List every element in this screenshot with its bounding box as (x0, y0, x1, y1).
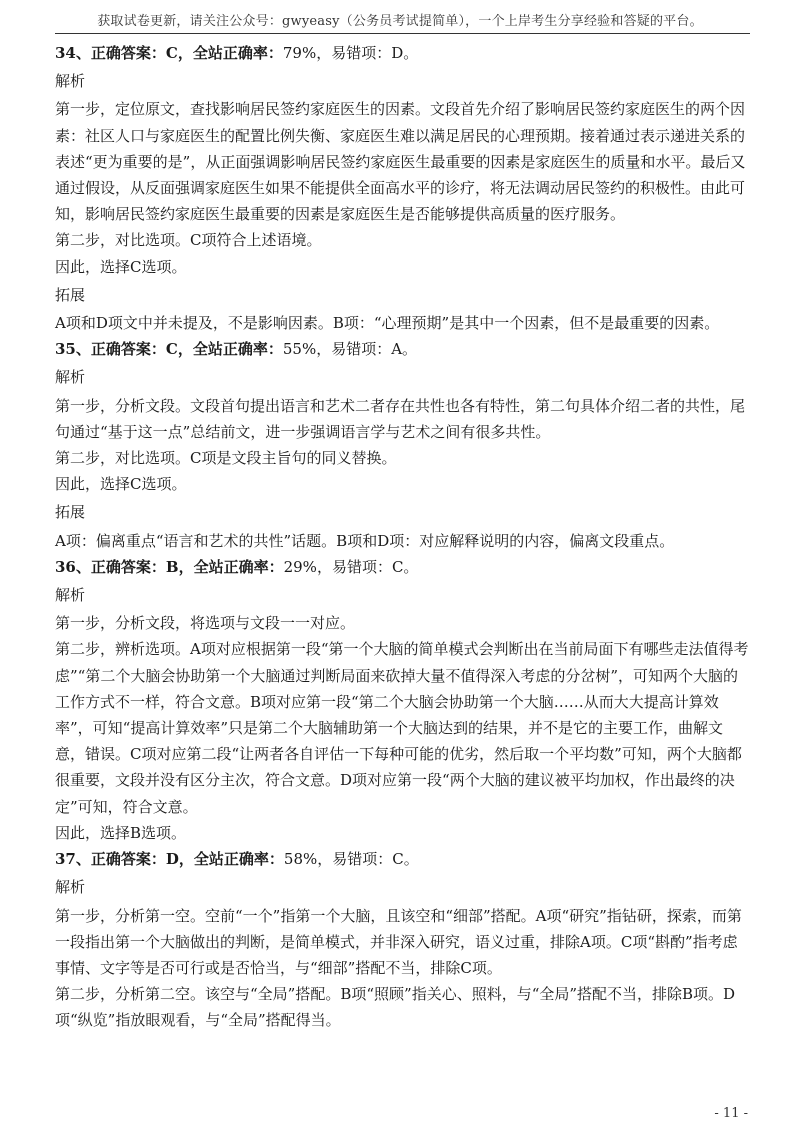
page-number: - 11 - (714, 1106, 748, 1121)
question-header (55, 846, 752, 872)
analysis-label: 解析 (55, 878, 86, 897)
analysis-paragraph: 因此，选择C选项。 (55, 257, 187, 276)
analysis-paragraph: 第一步，分析文段，将选项与文段一一对应。 (55, 614, 356, 633)
analysis-paragraph: 第二步，辨析选项。A项对应根据第一段“第一个大脑的简单模式会判断出在当前局面下有哪些走法值得考虑”“第二个大脑会协助第一个大脑通过判断局面来砍掉大量不值得深入考虑的分岔树”，可知两个大脑的工作方式不一样，符合文意。B项对应第一段“第二个大脑会协助第一个大脑……从而大大提高计算效率”，可知“提高计算效率”只是第二个大脑辅助第一个大脑达到的结果，并不是它的主要工作，曲解文意，错误。C项对应第二段“让两者各自评估一下每种可能的优劣，然后取一个平均数”可知，两个大脑都很重要，文段并没有区分主次，符合文意。D项对应第一段“两个大脑的建议被平均加权，作出最终的决定”可知，符合文意。 (55, 640, 749, 816)
correct-rate: 79% (282, 44, 317, 62)
question-number: 37、 (55, 850, 91, 869)
correct-answer: D (165, 850, 179, 869)
question-header (55, 40, 752, 66)
answer-label: 正确答案： (90, 44, 166, 62)
extension-label: 拓展 (55, 285, 86, 304)
rate-label: ，全站正确率： (178, 850, 284, 869)
document-body (55, 40, 752, 1034)
correct-answer: B (165, 557, 179, 576)
wrong-label: ，易错项： (316, 557, 392, 576)
extension-paragraph: A项和D项文中并未提及，不是影响因素。B项：“心理预期”是其中一个因素，但不是最重要的因素。 (55, 314, 720, 333)
correct-rate: 55% (282, 340, 317, 359)
analysis-paragraph: 第二步，分析第二空。该空与“全局”搭配。B项“照顾”指关心、照料，与“全局”搭配不当，排除B项。D项“纵览”指放眼观看，与“全局”搭配得当。 (55, 985, 736, 1030)
analysis-label: 解析 (55, 72, 86, 91)
analysis-paragraph: 第一步，分析文段。文段首句提出语言和艺术二者存在共性也各有特性，第二句具体介绍二者的共性，尾句通过“基于这一点”总结前文，进一步强调语言学与艺术之间有很多共性。 (55, 396, 746, 441)
header-divider (55, 33, 750, 34)
analysis-paragraph: 因此，选择C选项。 (55, 475, 187, 494)
page-header: 获取试卷更新，请关注公众号：gwyeasy（公务员考试提简单），一个上岸考生分享经验和答疑的平台。 (97, 14, 703, 29)
correct-rate: 58% (283, 850, 318, 869)
answer-label: 正确答案： (90, 340, 166, 359)
extension-paragraph: A项：偏离重点“语言和艺术的共性”话题。B项和D项：对应解释说明的内容，偏离文段重点。 (55, 531, 675, 550)
answer-label: 正确答案： (90, 850, 166, 869)
question-header (55, 554, 752, 580)
question-number: 35、 (55, 340, 91, 359)
answer-label: 正确答案： (90, 557, 166, 576)
wrong-option: D。 (391, 44, 419, 62)
wrong-option: C。 (392, 850, 419, 869)
question-number: 36、 (55, 557, 91, 576)
question-number: 34、 (55, 44, 91, 62)
analysis-paragraph: 第一步，定位原文，查找影响居民签约家庭医生的因素。文段首先介绍了影响居民签约家庭医生的两个因素：社区人口与家庭医生的配置比例失衡、家庭医生难以满足居民的心理预期。接着通过表示递进关系的表述“更为重要的是”，从正面强调影响居民签约家庭医生最重要的因素是家庭医生的质量和水平。最后又通过假设，从反面强调家庭医生如果不能提供全面高水平的诊疗，将无法调动居民签约的积极性。由此可知，影响居民签约家庭医生最重要的因素是家庭医生是否能够提供高质量的医疗服务。 (55, 100, 746, 224)
wrong-label: ，易错项： (317, 850, 393, 869)
rate-label: ，全站正确率： (177, 44, 283, 62)
correct-answer: C (165, 44, 178, 62)
wrong-option: C。 (391, 557, 419, 576)
analysis-label: 解析 (55, 586, 86, 605)
analysis-paragraph: 第二步，对比选项。C项符合上述语境。 (55, 231, 322, 250)
analysis-label: 解析 (55, 368, 86, 387)
question-header (55, 336, 752, 362)
rate-label: ，全站正确率： (177, 340, 283, 359)
analysis-paragraph: 因此，选择B选项。 (55, 823, 187, 842)
wrong-label: ，易错项： (316, 44, 392, 62)
wrong-option: A。 (391, 340, 418, 359)
correct-answer: C (165, 340, 178, 359)
wrong-label: ，易错项： (316, 340, 392, 359)
extension-label: 拓展 (55, 503, 86, 522)
rate-label: ，全站正确率： (178, 557, 284, 576)
analysis-paragraph: 第二步，对比选项。C项是文段主旨句的同义替换。 (55, 449, 397, 468)
analysis-paragraph: 第一步，分析第一空。空前“一个”指第一个大脑，且该空和“细部”搭配。A项“研究”指钻研，探索，而第一段指出第一个大脑做出的判断，是简单模式，并非深入研究，语义过重，排除A项。C项“斟酌”指考虑事情、文字等是否可行或是否恰当，与“细部”搭配不当，排除C项。 (55, 906, 742, 977)
correct-rate: 29% (283, 557, 317, 576)
